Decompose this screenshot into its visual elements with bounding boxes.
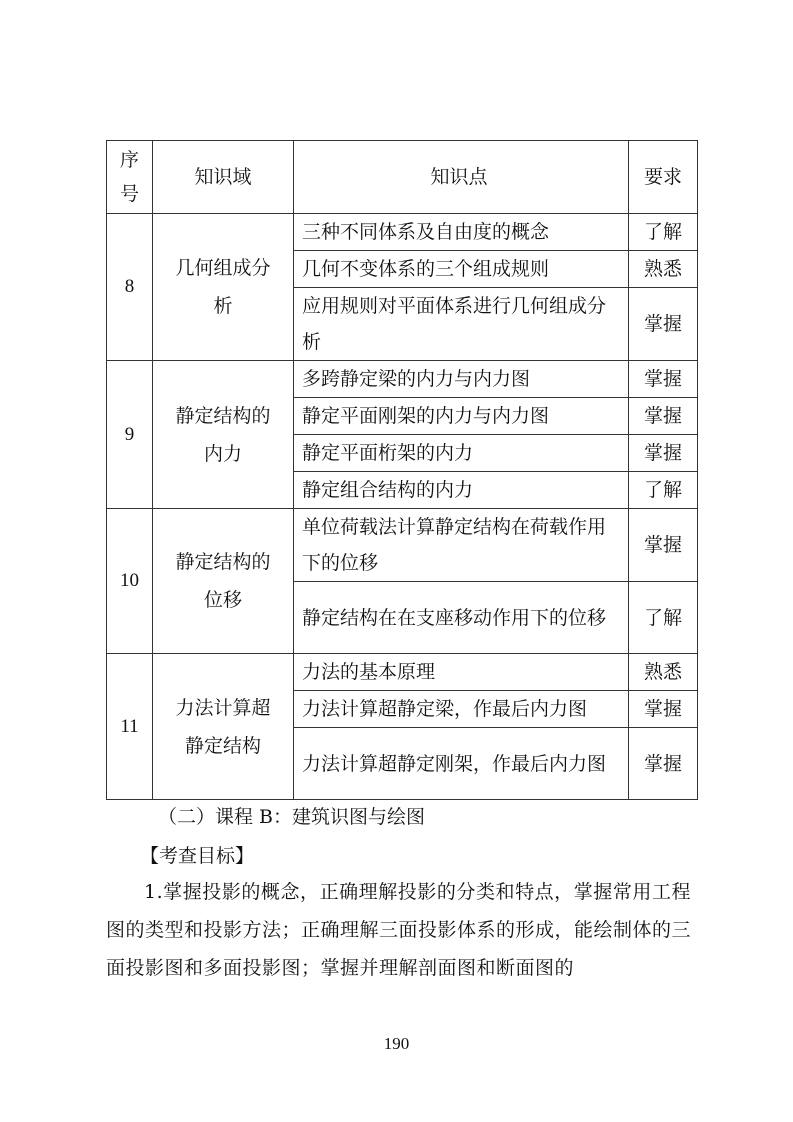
knowledge-point: 静定组合结构的内力 xyxy=(294,472,629,509)
requirement: 掌握 xyxy=(629,728,698,800)
header-no: 序号 xyxy=(107,141,153,214)
table-row xyxy=(107,654,698,691)
knowledge-domain: 静定结构的位移 xyxy=(153,509,294,654)
table-row xyxy=(107,214,698,251)
objective-heading: 【考查目标】 xyxy=(140,845,255,867)
header-requirement: 要求 xyxy=(629,141,698,214)
requirement: 掌握 xyxy=(629,398,698,435)
body-paragraph: 1.掌握投影的概念，正确理解投影的分类和特点，掌握常用工程图的类型和投影方法；正确理解三面投影体系的形成，能绘制体的三面投影图和多面投影图；掌握并理解剖面图和断面图的 xyxy=(106,881,692,979)
requirement: 了解 xyxy=(629,214,698,251)
knowledge-domain: 几何组成分析 xyxy=(153,214,294,361)
knowledge-table xyxy=(106,140,698,800)
table-row xyxy=(107,509,698,582)
requirement: 掌握 xyxy=(629,361,698,398)
knowledge-point: 单位荷载法计算静定结构在荷载作用下的位移 xyxy=(294,509,629,582)
page-number: 190 xyxy=(383,1034,410,1053)
requirement: 掌握 xyxy=(629,288,698,361)
knowledge-domain: 力法计算超静定结构 xyxy=(153,654,294,800)
knowledge-point: 力法计算超静定刚架，作最后内力图 xyxy=(294,728,629,800)
knowledge-point: 静定结构在在支座移动作用下的位移 xyxy=(294,582,629,654)
section-title: （二）课程 B：建筑识图与绘图 xyxy=(158,806,426,828)
knowledge-point: 几何不变体系的三个组成规则 xyxy=(294,251,629,288)
table-row xyxy=(107,361,698,398)
requirement: 了解 xyxy=(629,472,698,509)
requirement: 掌握 xyxy=(629,509,698,582)
header-point: 知识点 xyxy=(294,141,629,214)
group-number: 9 xyxy=(107,361,153,509)
group-number: 8 xyxy=(107,214,153,361)
group-number: 10 xyxy=(107,509,153,654)
knowledge-point: 力法计算超静定梁，作最后内力图 xyxy=(294,691,629,728)
requirement: 掌握 xyxy=(629,435,698,472)
group-number: 11 xyxy=(107,654,153,800)
knowledge-point: 静定平面刚架的内力与内力图 xyxy=(294,398,629,435)
header-domain: 知识域 xyxy=(153,141,294,214)
requirement: 掌握 xyxy=(629,691,698,728)
requirement: 了解 xyxy=(629,582,698,654)
knowledge-point: 应用规则对平面体系进行几何组成分析 xyxy=(294,288,629,361)
knowledge-point: 多跨静定梁的内力与内力图 xyxy=(294,361,629,398)
knowledge-domain: 静定结构的内力 xyxy=(153,361,294,509)
requirement: 熟悉 xyxy=(629,251,698,288)
knowledge-point: 力法的基本原理 xyxy=(294,654,629,691)
knowledge-point: 静定平面桁架的内力 xyxy=(294,435,629,472)
requirement: 熟悉 xyxy=(629,654,698,691)
table-header-row xyxy=(107,141,698,214)
knowledge-point: 三种不同体系及自由度的概念 xyxy=(294,214,629,251)
